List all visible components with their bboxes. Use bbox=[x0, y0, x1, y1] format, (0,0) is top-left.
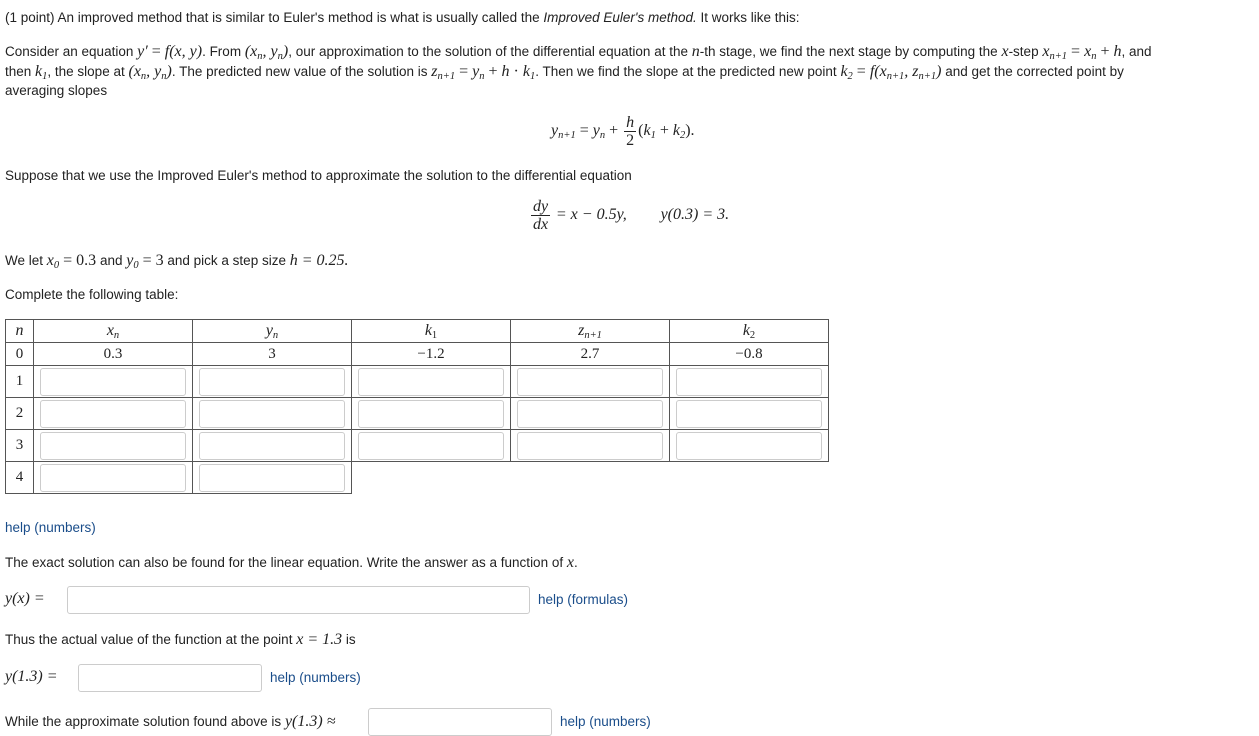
exact-solution-line: The exact solution can also be found for the linear equation. Write the answer as a function of x. bbox=[5, 554, 578, 571]
header-xn: $x_n$ bbox=[34, 320, 193, 343]
consider-text: , our approximation to the solution of the differential equation at the bbox=[288, 44, 688, 59]
intro-text: An improved method that is similar to Euler's method is what is usually called the bbox=[57, 10, 540, 25]
help-numbers-link[interactable]: help (numbers) bbox=[270, 670, 361, 685]
table-row bbox=[6, 398, 829, 430]
row1-k1-input[interactable] bbox=[358, 368, 504, 396]
x0-value: $x_0 = 0.3$ bbox=[46, 252, 97, 271]
h-over-2-fraction: $\frac{h}{2}$ bbox=[626, 114, 635, 149]
row1-yn-input[interactable] bbox=[199, 368, 345, 396]
table-row bbox=[6, 462, 829, 494]
consider-text: . The predicted new value of the solution is bbox=[171, 64, 428, 79]
help-numbers-link[interactable]: help (numbers) bbox=[5, 520, 96, 535]
row0-k1: −1.2 bbox=[352, 343, 511, 366]
points-label: (1 point) bbox=[5, 10, 55, 25]
row4-yn-input[interactable] bbox=[199, 464, 345, 492]
actual-value-input[interactable] bbox=[78, 664, 262, 692]
row1-n: 1 bbox=[6, 366, 34, 398]
improved-euler-formula: $y_{n+1} = y_n$ + $\frac{h}{2}$ $(k_1 + k_2)$. bbox=[551, 114, 695, 149]
euler-table bbox=[5, 319, 829, 494]
row1-xn-input[interactable] bbox=[40, 368, 186, 396]
initial-condition: y(0.3) = 3. bbox=[660, 206, 730, 224]
consider-line-1 bbox=[5, 43, 1152, 62]
consider-text: , and bbox=[1121, 44, 1152, 59]
y0-value: $y_0 = 3$ bbox=[126, 252, 164, 271]
x-step-formula: $x_{n+1} = x_n + h$ bbox=[1042, 43, 1122, 62]
table-row bbox=[6, 343, 829, 366]
consider-text: . From bbox=[202, 44, 242, 59]
dy-dx-fraction: $\frac{dy}{dx}$ bbox=[533, 198, 549, 233]
thus-line bbox=[5, 631, 356, 649]
consider-text: . Then we find the slope at the predicted new point bbox=[535, 64, 837, 79]
consider-line-2 bbox=[5, 63, 1124, 82]
math-n: n bbox=[691, 43, 700, 60]
row3-k1-input[interactable] bbox=[358, 432, 504, 460]
row2-k1-input[interactable] bbox=[358, 400, 504, 428]
help-numbers-link[interactable]: help (numbers) bbox=[560, 714, 651, 729]
row2-xn-input[interactable] bbox=[40, 400, 186, 428]
row2-zn1-input[interactable] bbox=[517, 400, 663, 428]
header-zn1: $z_{n+1}$ bbox=[511, 320, 670, 343]
while-text: While the approximate solution found above is bbox=[5, 714, 282, 729]
table-row bbox=[6, 366, 829, 398]
x-value: x = 1.3 bbox=[296, 631, 343, 648]
differential-equation bbox=[529, 198, 729, 233]
row3-n: 3 bbox=[6, 430, 34, 462]
row0-yn: 3 bbox=[193, 343, 352, 366]
header-k1: $k_1$ bbox=[352, 320, 511, 343]
we-let-text: and bbox=[99, 253, 123, 268]
row0-xn: 0.3 bbox=[34, 343, 193, 366]
math-x: x bbox=[566, 554, 574, 571]
y-of-x-label: y(x) = bbox=[5, 590, 45, 607]
consider-text: and get the corrected point by bbox=[945, 64, 1124, 79]
step-size: h = 0.25. bbox=[289, 252, 349, 269]
predictor-formula: $z_{n+1} = y_n + h \cdot k_1$ bbox=[431, 63, 536, 82]
row3-yn-input[interactable] bbox=[199, 432, 345, 460]
row3-xn-input[interactable] bbox=[40, 432, 186, 460]
point-xn-yn: ($x_n$, $y_n$) bbox=[244, 43, 289, 62]
intro-line bbox=[5, 10, 800, 25]
row1-zn1-input[interactable] bbox=[517, 368, 663, 396]
table-header-row bbox=[6, 320, 829, 343]
row3-k2-input[interactable] bbox=[676, 432, 822, 460]
consider-text: Consider an equation bbox=[5, 44, 134, 59]
de-rhs: = x − 0.5y, bbox=[555, 206, 627, 224]
consider-text: then bbox=[5, 64, 32, 79]
while-line bbox=[5, 713, 335, 731]
complete-text: Complete the following table: bbox=[5, 287, 179, 302]
y13-label: y(1.3) = bbox=[5, 668, 58, 685]
math-k1: $k_1$ bbox=[35, 63, 48, 82]
consider-line-3: averaging slopes bbox=[5, 83, 108, 98]
thus-text: is bbox=[345, 632, 356, 647]
consider-text: -th stage, we find the next stage by computing the bbox=[699, 44, 998, 59]
header-n: n bbox=[6, 320, 34, 343]
row4-n: 4 bbox=[6, 462, 34, 494]
row0-n: 0 bbox=[6, 343, 34, 366]
math-x: x bbox=[1001, 43, 1009, 60]
approx-value-input[interactable] bbox=[368, 708, 552, 736]
consider-text: -step bbox=[1008, 44, 1039, 59]
row4-xn-input[interactable] bbox=[40, 464, 186, 492]
table-row bbox=[6, 430, 829, 462]
approx-expr: y(1.3) ≈ bbox=[284, 713, 336, 730]
help-formulas-link[interactable]: help (formulas) bbox=[538, 592, 629, 607]
we-let-text: We let bbox=[5, 253, 44, 268]
row3-zn1-input[interactable] bbox=[517, 432, 663, 460]
consider-text: , the slope at bbox=[47, 64, 125, 79]
header-k2: $k_2$ bbox=[670, 320, 829, 343]
header-yn: $y_n$ bbox=[193, 320, 352, 343]
we-let-text: and pick a step size bbox=[167, 253, 286, 268]
ode-general: y′ = f(x, y) bbox=[137, 43, 203, 60]
method-name: Improved Euler's method. bbox=[543, 10, 697, 25]
row2-n: 2 bbox=[6, 398, 34, 430]
point-xn-yn: ($x_n$, $y_n$) bbox=[128, 63, 172, 82]
exact-solution-input[interactable] bbox=[67, 586, 530, 614]
row2-k2-input[interactable] bbox=[676, 400, 822, 428]
row0-k2: −0.8 bbox=[670, 343, 829, 366]
exact-text: The exact solution can also be found for the linear equation. Write the answer as a function of bbox=[5, 555, 564, 570]
row1-k2-input[interactable] bbox=[676, 368, 822, 396]
k2-formula: $k_2 = f(x_{n+1}$, $z_{n+1}$) bbox=[840, 63, 942, 82]
intro-tail: It works like this: bbox=[700, 10, 800, 25]
row0-zn1: 2.7 bbox=[511, 343, 670, 366]
thus-text: Thus the actual value of the function at the point bbox=[5, 632, 293, 647]
we-let-line bbox=[5, 252, 349, 271]
row2-yn-input[interactable] bbox=[199, 400, 345, 428]
suppose-text: Suppose that we use the Improved Euler's method to approximate the solution to the differential equation bbox=[5, 168, 632, 183]
